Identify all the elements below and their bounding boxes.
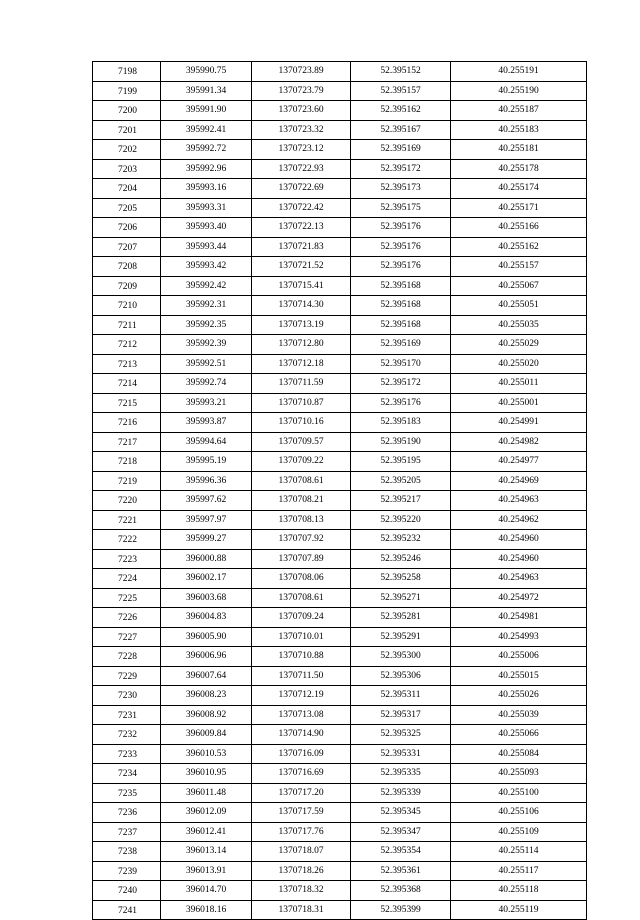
longitude-cell: 40.255183 — [451, 120, 587, 140]
y-coordinate-cell: 1370723.89 — [252, 62, 351, 82]
latitude-cell: 52.395169 — [351, 140, 451, 160]
table-row — [93, 452, 587, 472]
longitude-cell: 40.254963 — [451, 569, 587, 589]
y-coordinate-cell: 1370707.92 — [252, 530, 351, 550]
x-coordinate-cell: 396018.16 — [161, 900, 252, 920]
point-number-cell: 7201 — [93, 120, 161, 140]
latitude-cell: 52.395176 — [351, 257, 451, 277]
point-number-cell: 7217 — [93, 432, 161, 452]
point-number-cell: 7232 — [93, 725, 161, 745]
latitude-cell: 52.395345 — [351, 803, 451, 823]
point-number-cell: 7234 — [93, 764, 161, 784]
latitude-cell: 52.395399 — [351, 900, 451, 920]
longitude-cell: 40.255166 — [451, 218, 587, 238]
longitude-cell: 40.255118 — [451, 881, 587, 901]
x-coordinate-cell: 395993.44 — [161, 237, 252, 257]
point-number-cell: 7211 — [93, 315, 161, 335]
longitude-cell: 40.254981 — [451, 608, 587, 628]
x-coordinate-cell: 396014.70 — [161, 881, 252, 901]
latitude-cell: 52.395169 — [351, 335, 451, 355]
y-coordinate-cell: 1370722.13 — [252, 218, 351, 238]
longitude-cell: 40.255178 — [451, 159, 587, 179]
point-number-cell: 7199 — [93, 81, 161, 101]
y-coordinate-cell: 1370710.88 — [252, 647, 351, 667]
coordinates-table — [92, 61, 587, 920]
x-coordinate-cell: 396012.41 — [161, 822, 252, 842]
x-coordinate-cell: 396005.90 — [161, 627, 252, 647]
x-coordinate-cell: 395993.21 — [161, 393, 252, 413]
longitude-cell: 40.254962 — [451, 510, 587, 530]
latitude-cell: 52.395176 — [351, 237, 451, 257]
y-coordinate-cell: 1370712.80 — [252, 335, 351, 355]
latitude-cell: 52.395271 — [351, 588, 451, 608]
y-coordinate-cell: 1370708.61 — [252, 588, 351, 608]
point-number-cell: 7216 — [93, 413, 161, 433]
table-row — [93, 608, 587, 628]
point-number-cell: 7227 — [93, 627, 161, 647]
point-number-cell: 7206 — [93, 218, 161, 238]
longitude-cell: 40.255020 — [451, 354, 587, 374]
y-coordinate-cell: 1370711.50 — [252, 666, 351, 686]
point-number-cell: 7200 — [93, 101, 161, 121]
y-coordinate-cell: 1370709.57 — [252, 432, 351, 452]
latitude-cell: 52.395311 — [351, 686, 451, 706]
point-number-cell: 7231 — [93, 705, 161, 725]
latitude-cell: 52.395167 — [351, 120, 451, 140]
longitude-cell: 40.254993 — [451, 627, 587, 647]
latitude-cell: 52.395317 — [351, 705, 451, 725]
longitude-cell: 40.255084 — [451, 744, 587, 764]
longitude-cell: 40.255039 — [451, 705, 587, 725]
table-row — [93, 276, 587, 296]
table-row — [93, 569, 587, 589]
table-row — [93, 374, 587, 394]
point-number-cell: 7230 — [93, 686, 161, 706]
y-coordinate-cell: 1370709.24 — [252, 608, 351, 628]
longitude-cell: 40.255006 — [451, 647, 587, 667]
point-number-cell: 7218 — [93, 452, 161, 472]
longitude-cell: 40.254963 — [451, 491, 587, 511]
point-number-cell: 7215 — [93, 393, 161, 413]
x-coordinate-cell: 396013.14 — [161, 842, 252, 862]
longitude-cell: 40.255157 — [451, 257, 587, 277]
table-row — [93, 861, 587, 881]
point-number-cell: 7224 — [93, 569, 161, 589]
longitude-cell: 40.255191 — [451, 62, 587, 82]
x-coordinate-cell: 395993.16 — [161, 179, 252, 199]
latitude-cell: 52.395168 — [351, 315, 451, 335]
latitude-cell: 52.395306 — [351, 666, 451, 686]
y-coordinate-cell: 1370721.52 — [252, 257, 351, 277]
x-coordinate-cell: 395993.42 — [161, 257, 252, 277]
longitude-cell: 40.255181 — [451, 140, 587, 160]
y-coordinate-cell: 1370717.76 — [252, 822, 351, 842]
point-number-cell: 7240 — [93, 881, 161, 901]
point-number-cell: 7238 — [93, 842, 161, 862]
x-coordinate-cell: 396012.09 — [161, 803, 252, 823]
latitude-cell: 52.395347 — [351, 822, 451, 842]
latitude-cell: 52.395176 — [351, 393, 451, 413]
longitude-cell: 40.255015 — [451, 666, 587, 686]
x-coordinate-cell: 396011.48 — [161, 783, 252, 803]
longitude-cell: 40.255067 — [451, 276, 587, 296]
latitude-cell: 52.395162 — [351, 101, 451, 121]
point-number-cell: 7225 — [93, 588, 161, 608]
x-coordinate-cell: 396000.88 — [161, 549, 252, 569]
point-number-cell: 7236 — [93, 803, 161, 823]
point-number-cell: 7212 — [93, 335, 161, 355]
table-row — [93, 881, 587, 901]
x-coordinate-cell: 395999.27 — [161, 530, 252, 550]
y-coordinate-cell: 1370713.08 — [252, 705, 351, 725]
y-coordinate-cell: 1370713.19 — [252, 315, 351, 335]
y-coordinate-cell: 1370722.42 — [252, 198, 351, 218]
x-coordinate-cell: 395992.42 — [161, 276, 252, 296]
x-coordinate-cell: 395994.64 — [161, 432, 252, 452]
point-number-cell: 7205 — [93, 198, 161, 218]
x-coordinate-cell: 395995.19 — [161, 452, 252, 472]
point-number-cell: 7241 — [93, 900, 161, 920]
table-row — [93, 237, 587, 257]
y-coordinate-cell: 1370710.01 — [252, 627, 351, 647]
coordinates-table-body — [93, 62, 587, 920]
table-row — [93, 647, 587, 667]
point-number-cell: 7222 — [93, 530, 161, 550]
latitude-cell: 52.395175 — [351, 198, 451, 218]
x-coordinate-cell: 395997.97 — [161, 510, 252, 530]
y-coordinate-cell: 1370708.21 — [252, 491, 351, 511]
longitude-cell: 40.255051 — [451, 296, 587, 316]
point-number-cell: 7223 — [93, 549, 161, 569]
longitude-cell: 40.255106 — [451, 803, 587, 823]
latitude-cell: 52.395176 — [351, 218, 451, 238]
longitude-cell: 40.254977 — [451, 452, 587, 472]
table-row — [93, 725, 587, 745]
point-number-cell: 7221 — [93, 510, 161, 530]
point-number-cell: 7209 — [93, 276, 161, 296]
y-coordinate-cell: 1370708.13 — [252, 510, 351, 530]
table-row — [93, 257, 587, 277]
y-coordinate-cell: 1370721.83 — [252, 237, 351, 257]
point-number-cell: 7235 — [93, 783, 161, 803]
y-coordinate-cell: 1370710.87 — [252, 393, 351, 413]
y-coordinate-cell: 1370714.30 — [252, 296, 351, 316]
point-number-cell: 7233 — [93, 744, 161, 764]
point-number-cell: 7214 — [93, 374, 161, 394]
longitude-cell: 40.254960 — [451, 530, 587, 550]
latitude-cell: 52.395170 — [351, 354, 451, 374]
longitude-cell: 40.255066 — [451, 725, 587, 745]
table-row — [93, 666, 587, 686]
table-row — [93, 62, 587, 82]
x-coordinate-cell: 395991.34 — [161, 81, 252, 101]
point-number-cell: 7204 — [93, 179, 161, 199]
y-coordinate-cell: 1370714.90 — [252, 725, 351, 745]
x-coordinate-cell: 395993.40 — [161, 218, 252, 238]
point-number-cell: 7203 — [93, 159, 161, 179]
longitude-cell: 40.255171 — [451, 198, 587, 218]
point-number-cell: 7239 — [93, 861, 161, 881]
table-row — [93, 315, 587, 335]
x-coordinate-cell: 396003.68 — [161, 588, 252, 608]
latitude-cell: 52.395246 — [351, 549, 451, 569]
y-coordinate-cell: 1370718.26 — [252, 861, 351, 881]
table-row — [93, 432, 587, 452]
table-row — [93, 491, 587, 511]
x-coordinate-cell: 396013.91 — [161, 861, 252, 881]
latitude-cell: 52.395258 — [351, 569, 451, 589]
longitude-cell: 40.255117 — [451, 861, 587, 881]
y-coordinate-cell: 1370709.22 — [252, 452, 351, 472]
table-row — [93, 81, 587, 101]
longitude-cell: 40.255035 — [451, 315, 587, 335]
longitude-cell: 40.254991 — [451, 413, 587, 433]
latitude-cell: 52.395190 — [351, 432, 451, 452]
y-coordinate-cell: 1370710.16 — [252, 413, 351, 433]
latitude-cell: 52.395183 — [351, 413, 451, 433]
y-coordinate-cell: 1370723.12 — [252, 140, 351, 160]
point-number-cell: 7226 — [93, 608, 161, 628]
latitude-cell: 52.395173 — [351, 179, 451, 199]
point-number-cell: 7202 — [93, 140, 161, 160]
table-row — [93, 179, 587, 199]
point-number-cell: 7213 — [93, 354, 161, 374]
longitude-cell: 40.255119 — [451, 900, 587, 920]
table-row — [93, 900, 587, 920]
latitude-cell: 52.395168 — [351, 276, 451, 296]
y-coordinate-cell: 1370708.06 — [252, 569, 351, 589]
y-coordinate-cell: 1370717.59 — [252, 803, 351, 823]
y-coordinate-cell: 1370707.89 — [252, 549, 351, 569]
table-row — [93, 588, 587, 608]
table-row — [93, 101, 587, 121]
x-coordinate-cell: 395991.90 — [161, 101, 252, 121]
longitude-cell: 40.254969 — [451, 471, 587, 491]
table-row — [93, 218, 587, 238]
longitude-cell: 40.254960 — [451, 549, 587, 569]
x-coordinate-cell: 395997.62 — [161, 491, 252, 511]
latitude-cell: 52.395232 — [351, 530, 451, 550]
y-coordinate-cell: 1370723.32 — [252, 120, 351, 140]
x-coordinate-cell: 395992.74 — [161, 374, 252, 394]
latitude-cell: 52.395152 — [351, 62, 451, 82]
longitude-cell: 40.255093 — [451, 764, 587, 784]
x-coordinate-cell: 395992.96 — [161, 159, 252, 179]
table-row — [93, 510, 587, 530]
table-row — [93, 783, 587, 803]
y-coordinate-cell: 1370718.31 — [252, 900, 351, 920]
longitude-cell: 40.255011 — [451, 374, 587, 394]
latitude-cell: 52.395335 — [351, 764, 451, 784]
table-row — [93, 530, 587, 550]
x-coordinate-cell: 396007.64 — [161, 666, 252, 686]
latitude-cell: 52.395354 — [351, 842, 451, 862]
table-row — [93, 471, 587, 491]
y-coordinate-cell: 1370715.41 — [252, 276, 351, 296]
y-coordinate-cell: 1370716.69 — [252, 764, 351, 784]
x-coordinate-cell: 396006.96 — [161, 647, 252, 667]
latitude-cell: 52.395291 — [351, 627, 451, 647]
x-coordinate-cell: 396002.17 — [161, 569, 252, 589]
latitude-cell: 52.395331 — [351, 744, 451, 764]
x-coordinate-cell: 395992.41 — [161, 120, 252, 140]
point-number-cell: 7210 — [93, 296, 161, 316]
y-coordinate-cell: 1370722.69 — [252, 179, 351, 199]
x-coordinate-cell: 395992.39 — [161, 335, 252, 355]
longitude-cell: 40.255100 — [451, 783, 587, 803]
longitude-cell: 40.255109 — [451, 822, 587, 842]
point-number-cell: 7219 — [93, 471, 161, 491]
table-row — [93, 744, 587, 764]
longitude-cell: 40.255162 — [451, 237, 587, 257]
latitude-cell: 52.395217 — [351, 491, 451, 511]
point-number-cell: 7228 — [93, 647, 161, 667]
longitude-cell: 40.255190 — [451, 81, 587, 101]
longitude-cell: 40.255114 — [451, 842, 587, 862]
table-row — [93, 335, 587, 355]
latitude-cell: 52.395205 — [351, 471, 451, 491]
latitude-cell: 52.395168 — [351, 296, 451, 316]
table-row — [93, 296, 587, 316]
point-number-cell: 7220 — [93, 491, 161, 511]
x-coordinate-cell: 395996.36 — [161, 471, 252, 491]
table-row — [93, 842, 587, 862]
table-row — [93, 822, 587, 842]
latitude-cell: 52.395220 — [351, 510, 451, 530]
table-row — [93, 803, 587, 823]
x-coordinate-cell: 395992.51 — [161, 354, 252, 374]
x-coordinate-cell: 395993.87 — [161, 413, 252, 433]
latitude-cell: 52.395325 — [351, 725, 451, 745]
point-number-cell: 7229 — [93, 666, 161, 686]
longitude-cell: 40.255187 — [451, 101, 587, 121]
table-row — [93, 393, 587, 413]
y-coordinate-cell: 1370716.09 — [252, 744, 351, 764]
table-row — [93, 549, 587, 569]
point-number-cell: 7198 — [93, 62, 161, 82]
table-row — [93, 705, 587, 725]
latitude-cell: 52.395361 — [351, 861, 451, 881]
table-row — [93, 686, 587, 706]
y-coordinate-cell: 1370712.18 — [252, 354, 351, 374]
y-coordinate-cell: 1370708.61 — [252, 471, 351, 491]
table-row — [93, 159, 587, 179]
table-row — [93, 627, 587, 647]
x-coordinate-cell: 395992.35 — [161, 315, 252, 335]
x-coordinate-cell: 396004.83 — [161, 608, 252, 628]
latitude-cell: 52.395281 — [351, 608, 451, 628]
longitude-cell: 40.255026 — [451, 686, 587, 706]
x-coordinate-cell: 395992.31 — [161, 296, 252, 316]
y-coordinate-cell: 1370712.19 — [252, 686, 351, 706]
longitude-cell: 40.255029 — [451, 335, 587, 355]
table-row — [93, 198, 587, 218]
longitude-cell: 40.255174 — [451, 179, 587, 199]
point-number-cell: 7208 — [93, 257, 161, 277]
x-coordinate-cell: 396009.84 — [161, 725, 252, 745]
y-coordinate-cell: 1370718.32 — [252, 881, 351, 901]
x-coordinate-cell: 396008.23 — [161, 686, 252, 706]
y-coordinate-cell: 1370717.20 — [252, 783, 351, 803]
x-coordinate-cell: 396010.53 — [161, 744, 252, 764]
x-coordinate-cell: 396010.95 — [161, 764, 252, 784]
table-row — [93, 354, 587, 374]
y-coordinate-cell: 1370711.59 — [252, 374, 351, 394]
latitude-cell: 52.395172 — [351, 159, 451, 179]
y-coordinate-cell: 1370723.79 — [252, 81, 351, 101]
longitude-cell: 40.255001 — [451, 393, 587, 413]
x-coordinate-cell: 396008.92 — [161, 705, 252, 725]
point-number-cell: 7207 — [93, 237, 161, 257]
table-row — [93, 764, 587, 784]
latitude-cell: 52.395300 — [351, 647, 451, 667]
table-row — [93, 120, 587, 140]
longitude-cell: 40.254982 — [451, 432, 587, 452]
longitude-cell: 40.254972 — [451, 588, 587, 608]
latitude-cell: 52.395157 — [351, 81, 451, 101]
table-row — [93, 140, 587, 160]
x-coordinate-cell: 395990.75 — [161, 62, 252, 82]
point-number-cell: 7237 — [93, 822, 161, 842]
x-coordinate-cell: 395992.72 — [161, 140, 252, 160]
latitude-cell: 52.395195 — [351, 452, 451, 472]
y-coordinate-cell: 1370723.60 — [252, 101, 351, 121]
latitude-cell: 52.395172 — [351, 374, 451, 394]
latitude-cell: 52.395368 — [351, 881, 451, 901]
x-coordinate-cell: 395993.31 — [161, 198, 252, 218]
y-coordinate-cell: 1370718.07 — [252, 842, 351, 862]
y-coordinate-cell: 1370722.93 — [252, 159, 351, 179]
latitude-cell: 52.395339 — [351, 783, 451, 803]
table-row — [93, 413, 587, 433]
